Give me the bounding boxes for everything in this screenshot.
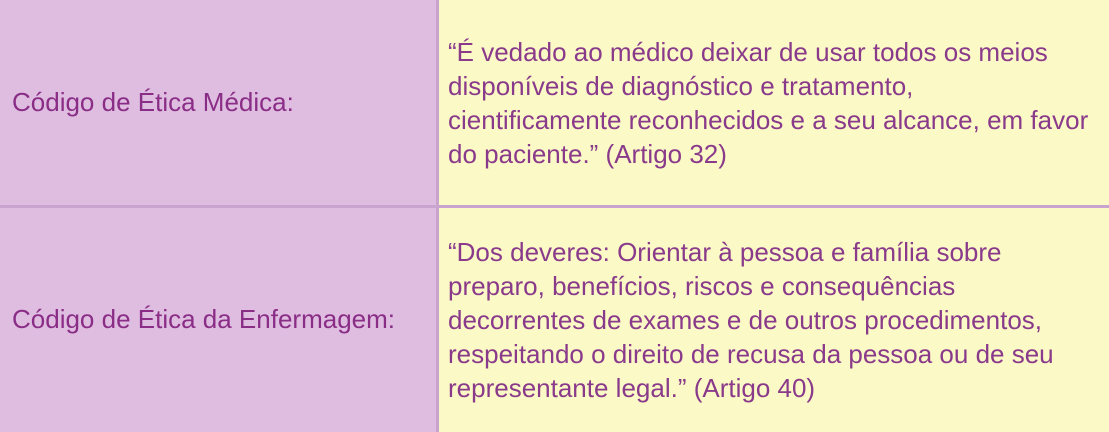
row-label-cell bbox=[0, 208, 436, 432]
row-quote-cell bbox=[439, 0, 1109, 205]
row-quote: “Dos deveres: Orientar à pessoa e família sobre preparo, benefícios, riscos e consequências decorrentes de exames e de outros procedimentos, respeitando o direito de recusa da pessoa ou de seu representante legal.” (Artigo 40) bbox=[448, 237, 1054, 403]
table-row bbox=[0, 208, 1109, 432]
row-label-cell bbox=[0, 0, 436, 205]
row-label: Código de Ética da Enfermagem: bbox=[12, 304, 395, 335]
table-row bbox=[0, 0, 1109, 205]
row-quote: “É vedado ao médico deixar de usar todos os meios disponíveis de diagnóstico e tratamento, cientificamente reconhecidos e a seu alcance, em favor do paciente.” (Artigo 32) bbox=[448, 36, 1089, 169]
row-label: Código de Ética Médica: bbox=[12, 86, 294, 117]
row-quote-cell bbox=[439, 208, 1109, 432]
